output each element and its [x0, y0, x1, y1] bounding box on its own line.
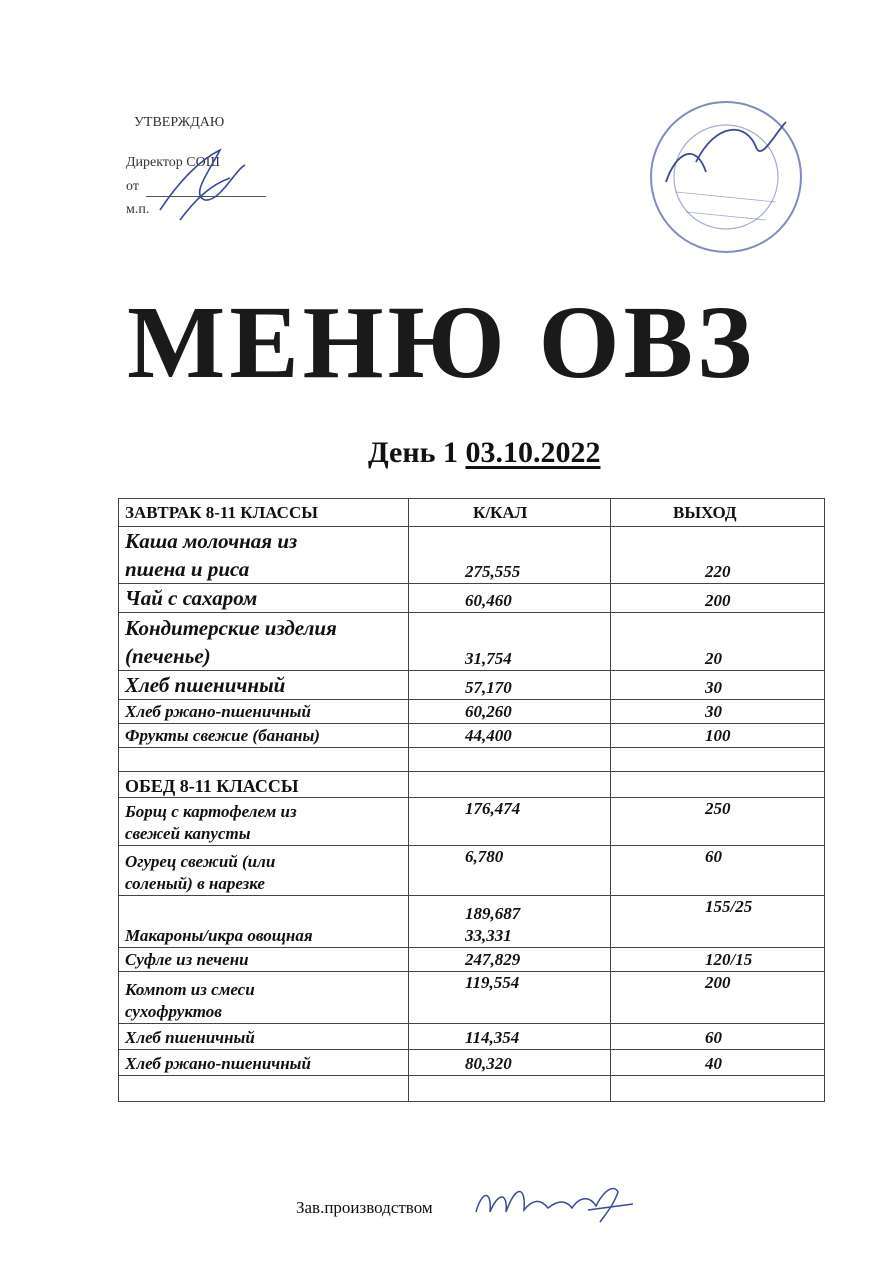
table-row-empty: [119, 1076, 825, 1102]
dish-output: 100: [611, 724, 825, 748]
dish-kcal: 6,780: [409, 846, 611, 896]
table-row: [119, 1050, 825, 1076]
dish-output: 60: [611, 846, 825, 896]
footer-label: Зав.производством: [296, 1198, 433, 1217]
table-section-row: [119, 772, 825, 798]
table-row: [119, 613, 825, 671]
empty-cell: [611, 748, 825, 772]
dish-kcal-line: 189,687: [465, 904, 521, 923]
dish-name-line: Борщ с картофелем из: [125, 802, 297, 821]
dish-kcal: 176,474: [409, 798, 611, 846]
dish-name-line: соленый) в нарезке: [125, 874, 265, 893]
approval-mp: м.п.: [126, 202, 150, 217]
empty-cell: [611, 1076, 825, 1102]
table-row: [119, 1024, 825, 1050]
table-row: [119, 896, 825, 948]
dish-name: Макароны/икра овощная: [119, 896, 409, 948]
table-header-row: [119, 499, 825, 527]
dish-kcal: 31,754: [409, 613, 611, 671]
page-title: МЕНЮ ОВЗ: [127, 285, 756, 400]
empty-cell: [611, 772, 825, 798]
approval-title: УТВЕРЖДАЮ: [134, 115, 225, 130]
dish-kcal: [409, 896, 611, 948]
dish-name-line: (печенье): [125, 644, 211, 668]
table-row: [119, 584, 825, 613]
dish-name: [119, 613, 409, 671]
empty-cell: [119, 748, 409, 772]
director-signature: [150, 140, 260, 230]
dish-kcal: 119,554: [409, 972, 611, 1024]
dish-name: Хлеб ржано-пшеничный: [119, 700, 409, 724]
dish-name-line: свежей капусты: [125, 824, 251, 843]
dish-output: 30: [611, 700, 825, 724]
dish-output: 60: [611, 1024, 825, 1050]
dish-name-line: сухофруктов: [125, 1002, 222, 1021]
header-kcal: К/КАЛ: [409, 499, 611, 527]
dish-name-line: Каша молочная из: [125, 529, 298, 553]
table-row: [119, 671, 825, 700]
header-breakfast: ЗАВТРАК 8-11 КЛАССЫ: [119, 499, 409, 527]
day-date: 03.10.2022: [465, 436, 601, 469]
dish-name: Хлеб ржано-пшеничный: [119, 1050, 409, 1076]
approval-from: от: [126, 179, 139, 194]
dish-kcal: 44,400: [409, 724, 611, 748]
dish-name-line: Кондитерские изделия: [125, 616, 337, 640]
empty-cell: [409, 772, 611, 798]
dish-name: Хлеб пшеничный: [119, 1024, 409, 1050]
stamp-seal: [636, 92, 811, 257]
dish-output: 250: [611, 798, 825, 846]
dish-output: 40: [611, 1050, 825, 1076]
table-row: [119, 948, 825, 972]
dish-kcal-line: 33,331: [465, 926, 512, 945]
dish-kcal: 57,170: [409, 671, 611, 700]
table-row: [119, 527, 825, 584]
dish-name: [119, 798, 409, 846]
empty-cell: [409, 748, 611, 772]
production-manager-signature: [468, 1170, 638, 1230]
dish-kcal: 247,829: [409, 948, 611, 972]
dish-name: Хлеб пшеничный: [119, 671, 409, 700]
dish-name: [119, 846, 409, 896]
dish-name-line: пшена и риса: [125, 557, 250, 581]
empty-cell: [119, 1076, 409, 1102]
table-row: [119, 972, 825, 1024]
dish-name-line: Огурец свежий (или: [125, 852, 276, 871]
dish-output: 200: [611, 972, 825, 1024]
dish-output: 20: [611, 613, 825, 671]
table-row: [119, 846, 825, 896]
dish-kcal: 80,320: [409, 1050, 611, 1076]
dish-name: [119, 527, 409, 584]
menu-table: [118, 498, 825, 1102]
approval-director: Директор СОШ: [126, 155, 220, 170]
dish-name: Фрукты свежие (бананы): [119, 724, 409, 748]
dish-name: [119, 972, 409, 1024]
dish-name: Суфле из печени: [119, 948, 409, 972]
header-lunch: ОБЕД 8-11 КЛАССЫ: [119, 772, 409, 798]
dish-output: 220: [611, 527, 825, 584]
dish-name-line: Компот из смеси: [125, 980, 255, 999]
dish-kcal: 275,555: [409, 527, 611, 584]
dish-output: 30: [611, 671, 825, 700]
dish-output: 155/25: [611, 896, 825, 948]
dish-kcal: 114,354: [409, 1024, 611, 1050]
dish-name: Чай с сахаром: [119, 584, 409, 613]
table-row: [119, 798, 825, 846]
empty-cell: [409, 1076, 611, 1102]
dish-kcal: 60,260: [409, 700, 611, 724]
header-output: ВЫХОД: [611, 499, 825, 527]
day-label: День 1: [368, 436, 458, 469]
dish-kcal: 60,460: [409, 584, 611, 613]
table-row: [119, 724, 825, 748]
day-heading: [368, 436, 600, 470]
dish-output: 120/15: [611, 948, 825, 972]
table-row: [119, 700, 825, 724]
table-row-empty: [119, 748, 825, 772]
dish-output: 200: [611, 584, 825, 613]
